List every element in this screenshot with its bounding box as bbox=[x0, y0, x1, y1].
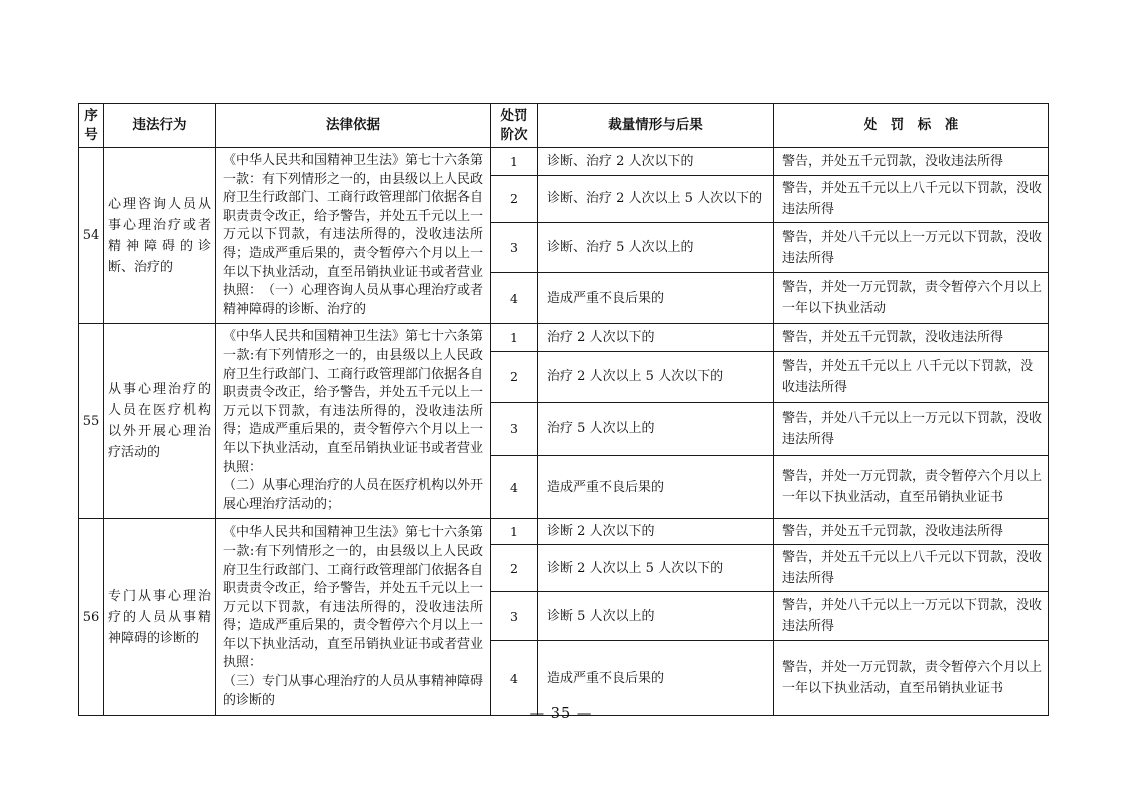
penalty-stage-cell: 4 bbox=[491, 641, 538, 716]
situation-cell: 造成严重不良后果的 bbox=[538, 456, 774, 519]
violation-behavior-cell: 专门从事心理治疗的人员从事精神障碍的诊断的 bbox=[104, 519, 216, 716]
legal-basis-text: 《中华人民共和国精神卫生法》第七十六条第一款:有下列情形之一的，由县级以上人民政府卫生行政部门、工商行政管理部门依据各自职责责令改正，给予警告，并处五千元以上一万元以下罚款，有违法所得的，没收违法所得；造成严重后果的，责令暂停六个月以上一年以下执业活动，直至吊销执业证书或者营业执照： bbox=[223, 525, 484, 671]
legal-basis-text: 《中华人民共和国精神卫生法》第七十六条第一款：有下列情形之一的，由县级以上人民政府卫生行政部门、工商行政管理部门依据各自职责责令改正，给予警告，并处五千元以上一万元以下罚款，有违法所得的，没收违法所得；造成严重后果的，责令暂停六个月以上一年以下执业活动，直至吊销执业证书或者营业执照： （一）心理咨询人员从事心理治疗或者精神障碍的诊断、治疗的 bbox=[223, 153, 484, 317]
penalty-stage-cell: 4 bbox=[491, 456, 538, 519]
header-penalty-stage-line2: 阶次 bbox=[500, 126, 528, 143]
penalty-standard-cell: 警告，并处五千元以上八千元以下罚款，没收违法所得 bbox=[774, 175, 1049, 223]
penalty-standard-cell: 警告，并处五千元罚款，没收违法所得 bbox=[774, 324, 1049, 352]
situation-cell: 治疗 5 人次以上的 bbox=[538, 402, 774, 456]
legal-basis-cell bbox=[216, 519, 491, 716]
penalty-standard-cell: 警告，并处八千元以上一万元以下罚款，没收违法所得 bbox=[774, 402, 1049, 456]
penalty-standard-cell: 警告，并处八千元以上一万元以下罚款，没收违法所得 bbox=[774, 223, 1049, 273]
penalty-stage-cell: 3 bbox=[491, 402, 538, 456]
penalty-stage-cell: 1 bbox=[491, 519, 538, 545]
penalty-stage-cell: 4 bbox=[491, 273, 538, 324]
table-row bbox=[79, 519, 1049, 545]
violation-behavior-cell: 心理咨询人员从事心理治疗或者精神障碍的诊断、治疗的 bbox=[104, 148, 216, 324]
penalty-standard-cell: 警告，并处一万元罚款，责令暂停六个月以上一年以下执业活动 bbox=[774, 273, 1049, 324]
header-penalty-stage-line1: 处罚 bbox=[500, 107, 528, 124]
situation-cell: 造成严重不良后果的 bbox=[538, 641, 774, 716]
header-situation-consequence: 裁量情形与后果 bbox=[538, 104, 774, 148]
situation-cell: 治疗 2 人次以下的 bbox=[538, 324, 774, 352]
penalty-stage-cell: 2 bbox=[491, 352, 538, 402]
penalty-stage-cell: 2 bbox=[491, 175, 538, 223]
situation-cell: 治疗 2 人次以上 5 人次以下的 bbox=[538, 352, 774, 402]
situation-cell: 诊断、治疗 2 人次以上 5 人次以下的 bbox=[538, 175, 774, 223]
header-serial-number-line2: 号 bbox=[84, 126, 98, 143]
serial-number-cell: 55 bbox=[79, 324, 104, 519]
penalty-standard-cell: 警告，并处五千元以上八千元以下罚款，没收违法所得 bbox=[774, 545, 1049, 592]
penalty-standards-table bbox=[78, 103, 1049, 716]
header-penalty-standard: 处 罚 标 准 bbox=[774, 104, 1049, 148]
penalty-standard-cell: 警告，并处五千元罚款，没收违法所得 bbox=[774, 519, 1049, 545]
penalty-standard-cell: 警告，并处八千元以上一万元以下罚款，没收违法所得 bbox=[774, 592, 1049, 641]
table-header-row bbox=[79, 104, 1049, 148]
legal-basis-text: 《中华人民共和国精神卫生法》第七十六条第一款:有下列情形之一的，由县级以上人民政府卫生行政部门、工商行政管理部门依据各自职责责令改正，给予警告，并处五千元以上一万元以下罚款，有违法所得的，没收违法所得；造成严重后果的，责令暂停六个月以上一年以下执业活动，直至吊销执业证书或者营业执照： bbox=[223, 329, 484, 475]
serial-number-cell: 54 bbox=[79, 148, 104, 324]
penalty-stage-cell: 3 bbox=[491, 223, 538, 273]
header-legal-basis: 法律依据 bbox=[216, 104, 491, 148]
situation-cell: 诊断、治疗 5 人次以上的 bbox=[538, 223, 774, 273]
penalty-standard-cell: 警告，并处一万元罚款，责令暂停六个月以上一年以下执业活动，直至吊销执业证书 bbox=[774, 456, 1049, 519]
penalty-stage-cell: 1 bbox=[491, 148, 538, 176]
situation-cell: 诊断、治疗 2 人次以下的 bbox=[538, 148, 774, 176]
penalty-standard-cell: 警告，并处五千元罚款，没收违法所得 bbox=[774, 148, 1049, 176]
violation-behavior-cell: 从事心理治疗的人员在医疗机构以外开展心理治疗活动的 bbox=[104, 324, 216, 519]
legal-basis-cell bbox=[216, 324, 491, 519]
legal-basis-item: （三）专门从事心理治疗的人员从事精神障碍的诊断的 bbox=[223, 674, 484, 708]
header-serial-number-line1: 序 bbox=[84, 107, 98, 124]
situation-cell: 诊断 2 人次以下的 bbox=[538, 519, 774, 545]
penalty-standard-cell: 警告，并处一万元罚款，责令暂停六个月以上一年以下执业活动，直至吊销执业证书 bbox=[774, 641, 1049, 716]
situation-cell: 造成严重不良后果的 bbox=[538, 273, 774, 324]
penalty-stage-cell: 1 bbox=[491, 324, 538, 352]
serial-number-cell: 56 bbox=[79, 519, 104, 716]
page-number: — 35 — bbox=[529, 706, 593, 722]
legal-basis-item: （二）从事心理治疗的人员在医疗机构以外开展心理治疗活动的； bbox=[223, 478, 484, 512]
penalty-stage-cell: 3 bbox=[491, 592, 538, 641]
header-violation-behavior: 违法行为 bbox=[104, 104, 216, 148]
header-penalty-stage bbox=[491, 104, 538, 148]
table-row bbox=[79, 324, 1049, 352]
legal-basis-cell bbox=[216, 148, 491, 324]
table-row bbox=[79, 148, 1049, 176]
situation-cell: 诊断 5 人次以上的 bbox=[538, 592, 774, 641]
situation-cell: 诊断 2 人次以上 5 人次以下的 bbox=[538, 545, 774, 592]
penalty-standard-cell: 警告，并处五千元以上 八千元以下罚款，没收违法所得 bbox=[774, 352, 1049, 402]
header-serial-number bbox=[79, 104, 104, 148]
penalty-stage-cell: 2 bbox=[491, 545, 538, 592]
